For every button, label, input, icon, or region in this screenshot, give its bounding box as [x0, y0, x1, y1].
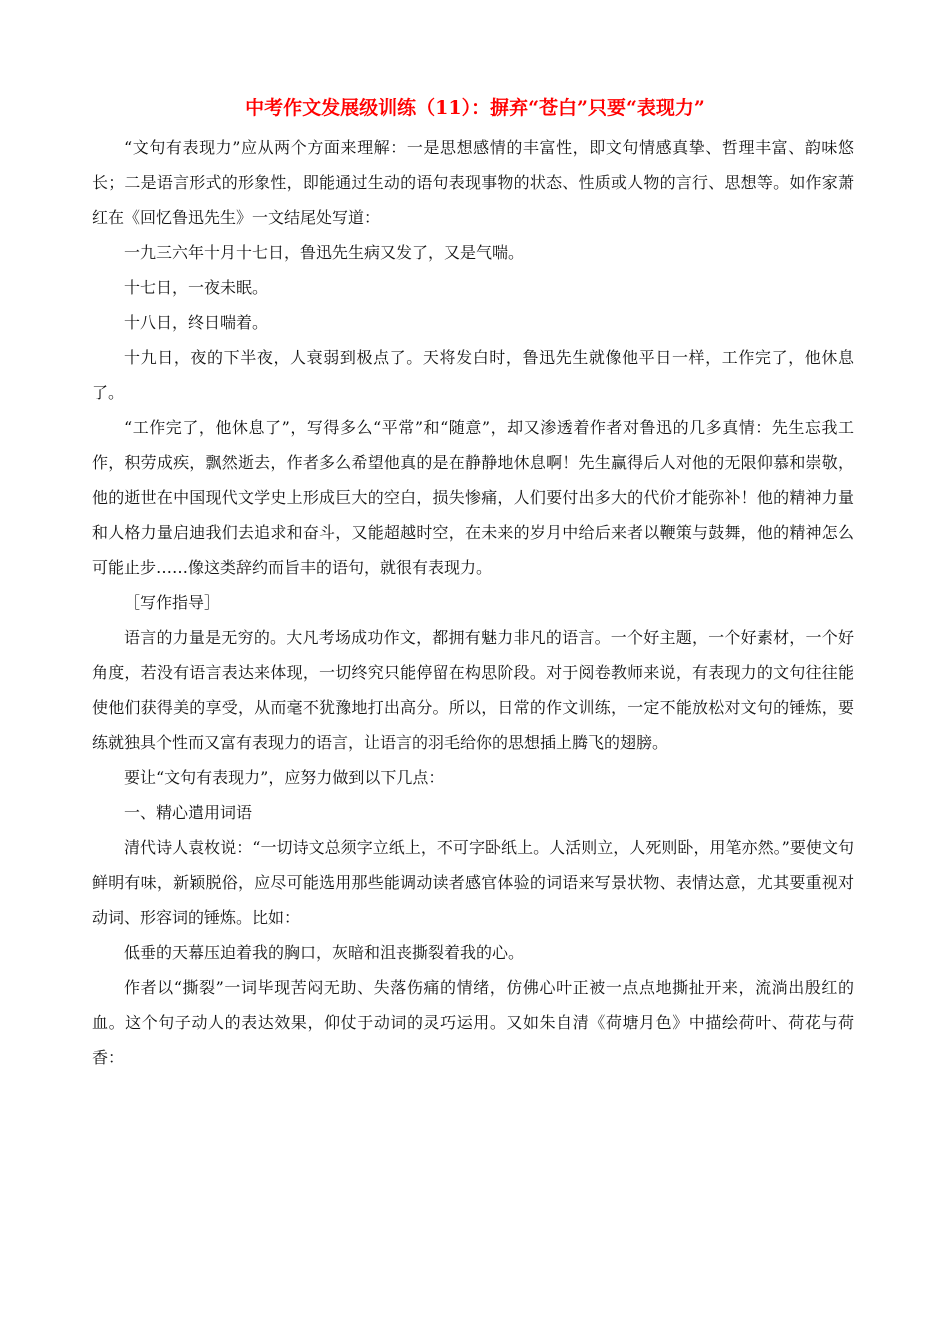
section-heading-guidance: ［写作指导］ [124, 593, 221, 612]
paragraph-intro: “文句有表现力”应从两个方面来理解：一是思想感情的丰富性，即文句情感真挚、哲理丰富、韵味悠长；二是语言形式的形象性，即能通过生动的语句表现事物的状态、性质或人物的言行、思想等。如作家萧红在《回忆鲁迅先生》一文结尾处写道： [92, 138, 854, 227]
paragraph-example-analysis: 作者以“撕裂”一词毕现苦闷无助、失落伤痛的情绪，仿佛心叶正被一点点地撕扯开来，流淌出殷红的血。这个句子动人的表达效果，仰仗于动词的灵巧运用。又如朱自清《荷塘月色》中描绘荷叶、荷花与荷香： [92, 978, 854, 1067]
paragraph-guidance: 语言的力量是无穷的。大凡考场成功作文，都拥有魅力非凡的语言。一个好主题，一个好素材，一个好角度，若没有语言表达来体现，一切终究只能停留在构思阶段。对于阅卷教师来说，有表现力的文句往往能使他们获得美的享受，从而毫不犹豫地打出高分。所以，日常的作文训练，一定不能放松对文句的锤炼，要练就独具个性而又富有表现力的语言，让语言的羽毛给你的思想插上腾飞的翅膀。 [92, 628, 854, 752]
paragraph-yuan-mei: 清代诗人袁枚说：“一切诗文总须字立纸上，不可字卧纸上。人活则立，人死则卧，用笔亦然。”要使文句鲜明有味，新颖脱俗，应尽可能选用那些能调动读者感官体验的词语来写景状物、表情达意，尤其要重视对动词、形容词的锤炼。比如： [92, 838, 854, 927]
paragraph-analysis: “工作完了，他休息了”，写得多么“平常”和“随意”，却又渗透着作者对鲁迅的几多真情：先生忘我工作，积劳成疾，飘然逝去，作者多么希望他真的是在静静地休息啊！先生赢得后人对他的无限仰慕和崇敬，他的逝世在中国现代文学史上形成巨大的空白，损失惨痛，人们要付出多大的代价才能弥补！他的精神力量和人格力量启迪我们去追求和奋斗，又能超越时空，在未来的岁月中给后来者以鞭策与鼓舞，他的精神怎么可能止步……像这类辞约而旨丰的语句，就很有表现力。 [92, 418, 854, 577]
document-body [92, 130, 854, 1075]
paragraph-quote-line-1: 一九三六年十月十七日，鲁迅先生病又发了，又是气喘。 [124, 243, 525, 262]
section-heading-point-1: 一、精心遣用词语 [124, 803, 253, 822]
paragraph-quote-line-4: 十九日，夜的下半夜，人衰弱到极点了。天将发白时，鲁迅先生就像他平日一样，工作完了，他休息了。 [92, 348, 854, 402]
paragraph-example-sentence: 低垂的天幕压迫着我的胸口，灰暗和沮丧撕裂着我的心。 [124, 943, 525, 962]
paragraph-points-intro: 要让“文句有表现力”，应努力做到以下几点： [124, 768, 445, 787]
paragraph-quote-line-2: 十七日，一夜未眠。 [124, 278, 269, 297]
document-title: 中考作文发展级训练（11）：摒弃“苍白”只要“表现力” [245, 97, 705, 119]
paragraph-quote-line-3: 十八日，终日喘着。 [124, 313, 269, 332]
